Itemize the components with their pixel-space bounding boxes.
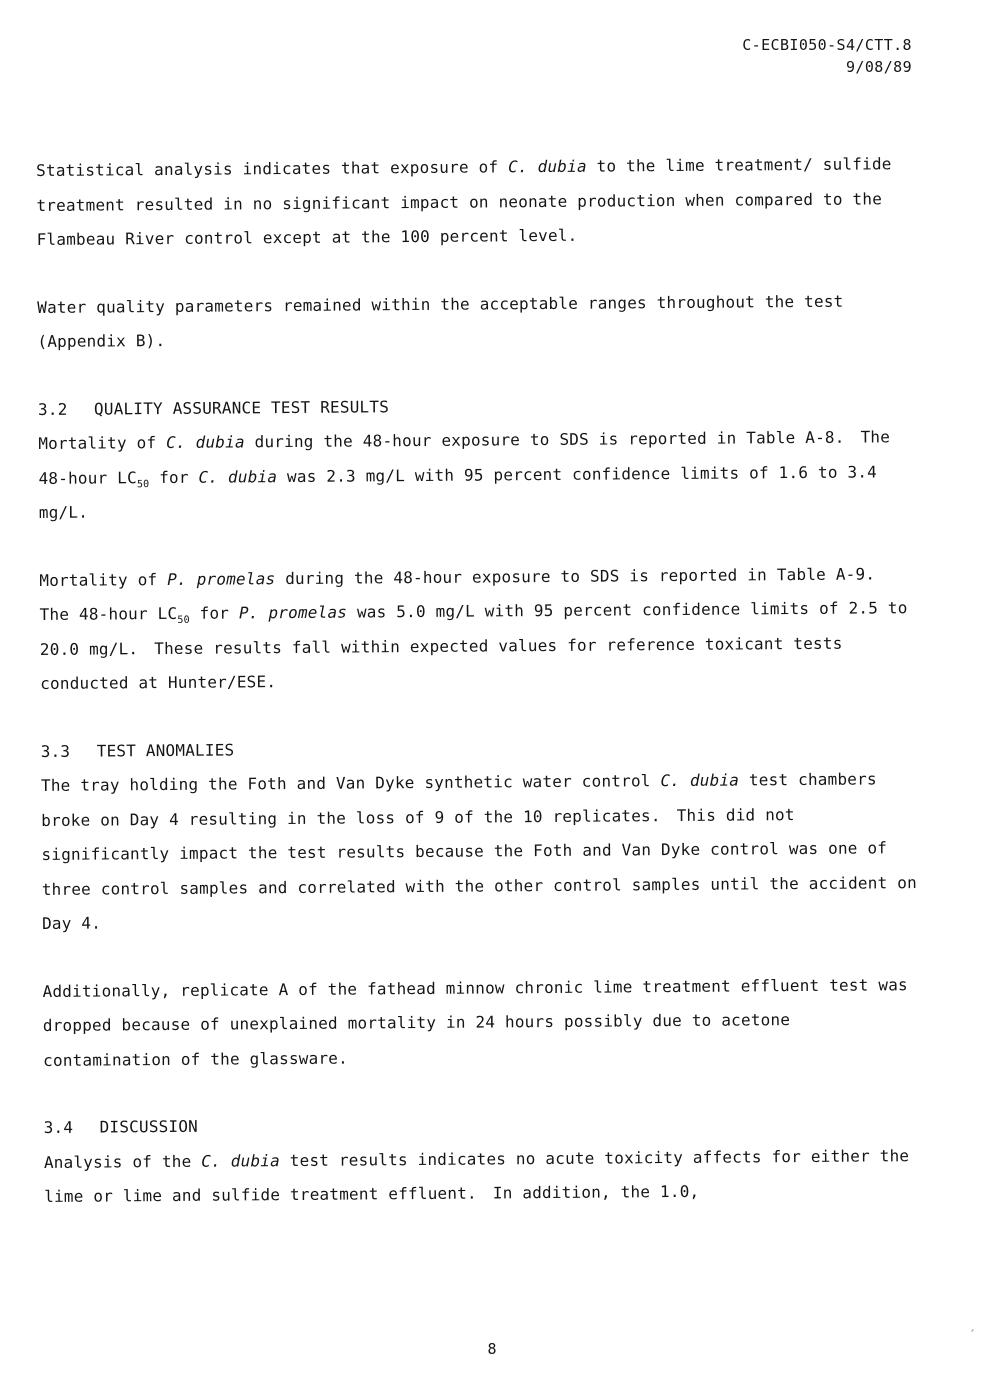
subscript: 50 bbox=[177, 614, 190, 626]
text-run: during the 48-hour exposure to SDS is reported in Table A-8. bbox=[244, 427, 845, 452]
text-run: This did not significantly impact the test results because the Foth and Van Dyke control was one of three control samples and correlated with the other control samples until the accident on Day 4. bbox=[41, 804, 917, 933]
paragraph-discussion bbox=[44, 1139, 925, 1215]
section-number: 3.3 bbox=[40, 741, 71, 761]
section-number: 3.2 bbox=[37, 399, 68, 419]
text-run: to the lime treatment/ sulfide treatment resulted in no significant impact on neonate production when compared to the Flambeau River control except at the 100 percent level. bbox=[36, 154, 892, 249]
section-title: QUALITY ASSURANCE TEST RESULTS bbox=[93, 396, 390, 419]
text-run: In addition, the 1.0, bbox=[492, 1181, 700, 1203]
species-name: C. dubia bbox=[660, 770, 740, 791]
text-run: The 48-hour LC bbox=[39, 603, 178, 624]
paragraph-qa-cdubia bbox=[38, 420, 919, 530]
text-run: for bbox=[189, 603, 239, 623]
species-name: C. dubia bbox=[198, 466, 278, 487]
document-id: C-ECBI050-S4/CTT.8 bbox=[742, 36, 912, 54]
section-title: TEST ANOMALIES bbox=[96, 739, 235, 761]
text-run: Mortality of bbox=[38, 432, 167, 453]
subscript: 50 bbox=[136, 478, 150, 490]
species-name: C. dubia bbox=[201, 1150, 280, 1171]
text-run: was 2.3 mg/L with 95 percent confidence limits of 1.6 to 3.4 mg/L. bbox=[38, 461, 878, 522]
species-name: P. promelas bbox=[167, 568, 276, 589]
text-run: Mortality of bbox=[39, 569, 168, 590]
text-run: Statistical analysis indicates that exposure of bbox=[36, 157, 509, 180]
document-header bbox=[742, 34, 912, 78]
species-name: C. dubia bbox=[166, 432, 245, 452]
species-name: C. dubia bbox=[508, 156, 587, 177]
text-run: test chambers broke on Day 4 resulting in the loss of 9 of the 10 replicates. bbox=[41, 769, 877, 830]
species-name: P. promelas bbox=[238, 602, 348, 623]
text-run: Analysis of the bbox=[43, 1151, 202, 1172]
section-number: 3.4 bbox=[43, 1117, 74, 1137]
paragraph-qa-ppromelas bbox=[39, 557, 920, 702]
document-date: 9/08/89 bbox=[845, 58, 912, 76]
paragraph-statistical-analysis bbox=[36, 147, 917, 257]
paragraph-water-quality: Water quality parameters remained within the acceptable ranges throughout the test (Appendix B). bbox=[37, 291, 844, 351]
paragraph-tray-broke bbox=[41, 762, 922, 941]
document-body bbox=[36, 147, 924, 1214]
text-run: These results fall within expected values for reference toxicant tests conducted at Hunter/ESE. bbox=[40, 633, 843, 693]
text-run: was 5.0 mg/L with 95 percent confidence limits of 2.5 to 20.0 mg/L. bbox=[39, 598, 908, 659]
text-run: for bbox=[149, 467, 199, 487]
page-number: 8 bbox=[487, 1340, 497, 1358]
text-run: during the 48-hour exposure to SDS is reported in Table A-9. bbox=[275, 563, 876, 588]
paragraph-replicate-dropped: Additionally, replicate A of the fathead minnow chronic lime treatment effluent test was dropped because of unexplained mortality in 24 hours possibly due to acetone contamination of the glassware. bbox=[42, 974, 908, 1070]
text-run: The tray holding the Foth and Van Dyke synthetic water control bbox=[40, 771, 661, 795]
text-run: The 48-hour LC bbox=[38, 427, 891, 488]
scan-speck bbox=[971, 1329, 974, 1332]
section-title: DISCUSSION bbox=[99, 1116, 199, 1137]
text-run: test results indicates no acute toxicity affects for either the lime or lime and sulfide treatment effluent. bbox=[44, 1145, 910, 1206]
